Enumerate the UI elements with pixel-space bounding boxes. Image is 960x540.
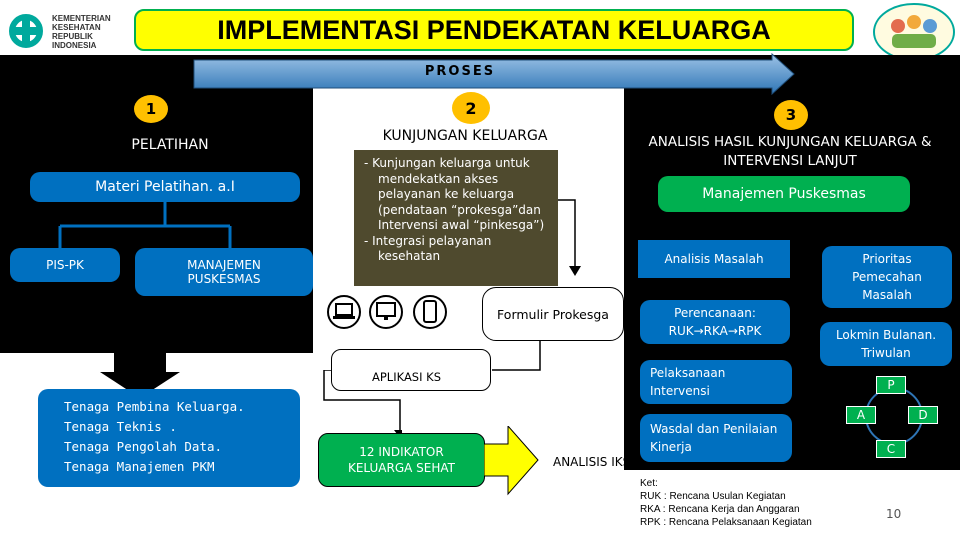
step3-title: ANALISIS HASIL KUNJUNGAN KELUARGA & INTERVENSI LANJUT	[648, 134, 932, 169]
page-number: 10	[886, 507, 902, 521]
kemenkes-logo	[4, 10, 132, 52]
step2-title: KUNJUNGAN KELUARGA	[382, 128, 548, 144]
page-title-box	[134, 9, 854, 51]
manajemen-puskesmas-box: Manajemen Puskesmas	[658, 176, 910, 212]
tenaga-item: Tenaga Pembina Keluarga.	[64, 399, 245, 414]
prioritas-box: Prioritas Pemecahan Masalah	[822, 246, 952, 308]
pdca-p: P	[876, 376, 906, 394]
pdca-d: D	[908, 406, 938, 424]
indikator-label: 12 INDIKATOR KELUARGA SEHAT	[347, 445, 456, 475]
desktop-icon	[370, 296, 402, 328]
logo-line: KEMENTERIAN	[52, 14, 111, 23]
pelaksanaan-box: Pelaksanaan Intervensi	[640, 360, 792, 404]
analisis-masalah-box: Analisis Masalah	[638, 240, 790, 278]
step1-manajemen-box: MANAJEMEN PUSKESMAS	[135, 248, 313, 296]
aplikasi-label: APLIKASI KS	[372, 370, 441, 384]
pdca-c: C	[876, 440, 906, 458]
kemenkes-emblem-icon	[4, 10, 48, 52]
wasdal-box: Wasdal dan Penilaian Kinerja	[640, 414, 792, 462]
tenaga-item: Tenaga Manajemen PKM	[64, 459, 215, 474]
tenaga-item: Tenaga Pengolah Data.	[64, 439, 223, 454]
keterangan	[640, 477, 812, 529]
aplikasi-to-indikator-line	[322, 370, 402, 440]
step1-number: 1	[134, 95, 168, 123]
laptop-icon	[328, 296, 360, 328]
step2-arrow-to-formulir	[555, 180, 595, 280]
analisis-iks-label: ANALISIS IKS	[553, 455, 631, 469]
pdca-a: A	[846, 406, 876, 424]
step3-number: 3	[774, 100, 808, 130]
ruk-rka-rpk-label: RUK→RKA→RPK	[668, 324, 762, 338]
logo-line: REPUBLIK	[52, 32, 93, 41]
ket-line: RPK : Rencana Pelaksanaan Kegiatan	[640, 517, 812, 528]
process-label: PROSES	[424, 63, 496, 79]
step2-bullets-box	[354, 150, 558, 286]
family-logo	[872, 2, 956, 62]
step1-materi-box: Materi Pelatihan. a.I	[30, 172, 300, 202]
yellow-arrow	[484, 426, 540, 496]
ket-line: RUK : Rencana Usulan Kegiatan	[640, 491, 786, 502]
formulir-to-aplikasi-line	[480, 330, 580, 374]
step2-number: 2	[452, 92, 490, 124]
step1-title: PELATIHAN	[131, 137, 209, 153]
tenaga-item: Tenaga Teknis .	[64, 419, 177, 434]
tablet-icon	[414, 296, 446, 328]
device-icons	[326, 294, 450, 330]
tenaga-box	[38, 389, 300, 487]
perencanaan-label: Perencanaan:	[674, 306, 756, 320]
logo-line: INDONESIA	[52, 41, 97, 50]
lokmin-box: Lokmin Bulanan. Triwulan	[820, 322, 952, 366]
logo-line: KESEHATAN	[52, 23, 101, 32]
step1-pispk-box: PIS-PK	[10, 248, 120, 282]
formulir-label: Formulir Prokesga	[497, 306, 609, 322]
step2-bullet: - Kunjungan keluarga untuk mendekatkan akses pelayanan ke keluarga (pendataan “prokesga”dan Intervensi awal “pinkesga”)	[364, 156, 545, 232]
page-title: IMPLEMENTASI PENDEKATAN KELUARGA	[217, 14, 771, 45]
ket-line: RKA : Rencana Kerja dan Anggaran	[640, 504, 800, 515]
indikator-box	[318, 433, 485, 487]
ket-line: Ket:	[640, 478, 658, 489]
step2-bullet: - Integrasi pelayanan kesehatan	[364, 233, 492, 263]
perencanaan-box	[640, 300, 790, 344]
